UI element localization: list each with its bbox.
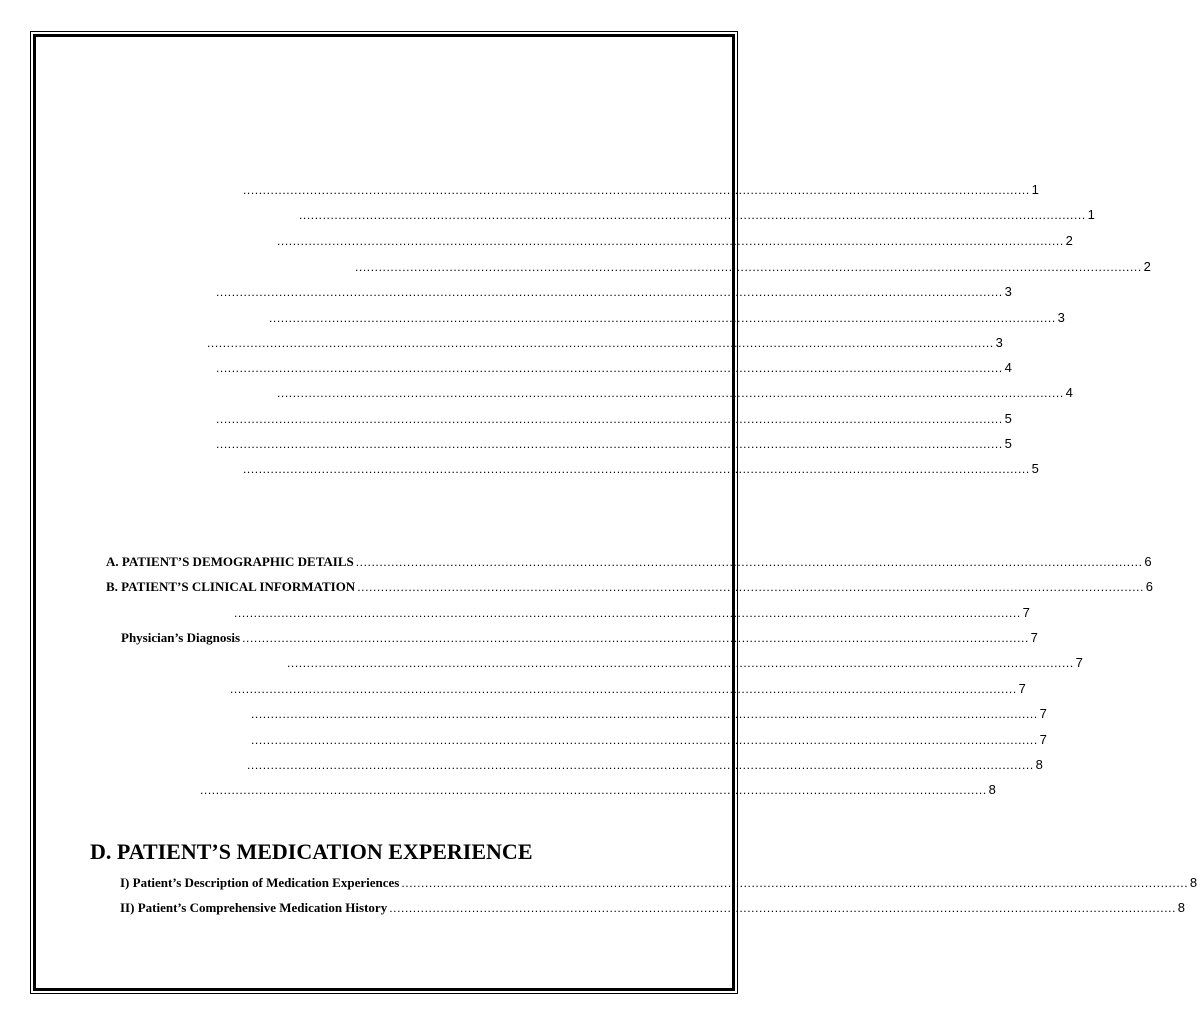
dot-leader: ........................................................................................................................................................................................................ bbox=[216, 412, 1003, 426]
toc-entry bbox=[232, 601, 1030, 621]
dot-leader: ........................................................................................................................................................................................................ bbox=[216, 437, 1003, 451]
dot-leader: ........................................................................................................................................................................................................ bbox=[230, 682, 1017, 696]
toc-entry-page: 2 bbox=[1143, 259, 1151, 274]
dot-leader: ........................................................................................................................................................................................................ bbox=[207, 336, 994, 350]
toc-entry bbox=[275, 229, 1073, 249]
toc-entry bbox=[241, 178, 1039, 198]
dot-leader: ........................................................................................................................................................................................................ bbox=[355, 260, 1142, 274]
toc-entry bbox=[275, 381, 1073, 401]
toc-entry-page: 6 bbox=[1144, 554, 1152, 569]
toc-entry bbox=[214, 356, 1012, 376]
toc-entry bbox=[285, 651, 1083, 671]
toc-entry-page: 8 bbox=[1177, 900, 1185, 915]
toc-entry-label: I) Patient’s Description of Medication Experiences bbox=[120, 875, 400, 890]
toc-entry bbox=[249, 728, 1047, 748]
dot-leader: ........................................................................................................................................................................................................ bbox=[251, 707, 1038, 721]
toc-entry-page: 7 bbox=[1022, 605, 1030, 620]
toc-entry-page: 7 bbox=[1030, 630, 1038, 645]
toc-entry-label: B. PATIENT’S CLINICAL INFORMATION bbox=[106, 579, 356, 594]
toc-entry bbox=[245, 753, 1043, 773]
toc-entry-page: 8 bbox=[1189, 875, 1197, 890]
toc-entry-page: 3 bbox=[1004, 284, 1012, 299]
toc-entry bbox=[106, 550, 1152, 570]
toc-entry bbox=[121, 626, 1038, 646]
toc-entry-page: 7 bbox=[1039, 706, 1047, 721]
toc-entry bbox=[214, 407, 1012, 427]
toc-entry bbox=[120, 896, 1185, 916]
dot-leader: ........................................................................................................................................................................................................ bbox=[401, 876, 1189, 890]
toc-entry-page: 7 bbox=[1018, 681, 1026, 696]
toc-entry-label: II) Patient’s Comprehensive Medication History bbox=[120, 900, 388, 915]
toc-entry bbox=[214, 280, 1012, 300]
dot-leader: ........................................................................................................................................................................................................ bbox=[299, 208, 1086, 222]
toc-entry bbox=[106, 575, 1153, 595]
dot-leader: ........................................................................................................................................................................................................ bbox=[389, 901, 1176, 915]
toc-entry bbox=[214, 432, 1012, 452]
dot-leader: ........................................................................................................................................................................................................ bbox=[242, 631, 1029, 645]
dot-leader: ........................................................................................................................................................................................................ bbox=[243, 462, 1030, 476]
dot-leader: ........................................................................................................................................................................................................ bbox=[247, 758, 1034, 772]
toc-entry-page: 3 bbox=[995, 335, 1003, 350]
toc-entry-page: 5 bbox=[1004, 411, 1012, 426]
toc-entry-page: 8 bbox=[1035, 757, 1043, 772]
toc-entry-page: 8 bbox=[988, 782, 996, 797]
dot-leader: ........................................................................................................................................................................................................ bbox=[269, 311, 1056, 325]
dot-leader: ........................................................................................................................................................................................................ bbox=[287, 656, 1074, 670]
toc-entry bbox=[353, 255, 1151, 275]
toc-entry-page: 7 bbox=[1039, 732, 1047, 747]
dot-leader: ........................................................................................................................................................................................................ bbox=[216, 285, 1003, 299]
toc-entry-page: 4 bbox=[1004, 360, 1012, 375]
toc-entry bbox=[198, 778, 996, 798]
toc-entry bbox=[228, 677, 1026, 697]
toc-entry-page: 2 bbox=[1065, 233, 1073, 248]
toc-entry bbox=[267, 306, 1065, 326]
dot-leader: ........................................................................................................................................................................................................ bbox=[200, 783, 987, 797]
toc-entry bbox=[249, 702, 1047, 722]
dot-leader: ........................................................................................................................................................................................................ bbox=[357, 580, 1144, 594]
section-heading: D. PATIENT’S MEDICATION EXPERIENCE bbox=[90, 839, 533, 864]
toc-entry-page: 1 bbox=[1031, 182, 1039, 197]
toc-entry-label: Physician’s Diagnosis bbox=[121, 630, 241, 645]
toc-entry-page: 4 bbox=[1065, 385, 1073, 400]
toc-entry-label: A. PATIENT’S DEMOGRAPHIC DETAILS bbox=[106, 554, 354, 569]
dot-leader: ........................................................................................................................................................................................................ bbox=[277, 234, 1064, 248]
dot-leader: ........................................................................................................................................................................................................ bbox=[251, 733, 1038, 747]
toc-entry-page: 3 bbox=[1057, 310, 1065, 325]
toc-entry bbox=[120, 871, 1197, 891]
toc-entry bbox=[297, 203, 1095, 223]
toc-entry bbox=[205, 331, 1003, 351]
toc-entry-page: 7 bbox=[1075, 655, 1083, 670]
dot-leader: ........................................................................................................................................................................................................ bbox=[216, 361, 1003, 375]
toc-entry bbox=[241, 457, 1039, 477]
dot-leader: ........................................................................................................................................................................................................ bbox=[234, 606, 1021, 620]
toc-entry-page: 5 bbox=[1004, 436, 1012, 451]
dot-leader: ........................................................................................................................................................................................................ bbox=[243, 183, 1030, 197]
toc-entry-page: 5 bbox=[1031, 461, 1039, 476]
toc-entry-page: 1 bbox=[1087, 207, 1095, 222]
dot-leader: ........................................................................................................................................................................................................ bbox=[355, 555, 1143, 569]
toc-entry-page: 6 bbox=[1145, 579, 1153, 594]
dot-leader: ........................................................................................................................................................................................................ bbox=[277, 386, 1064, 400]
